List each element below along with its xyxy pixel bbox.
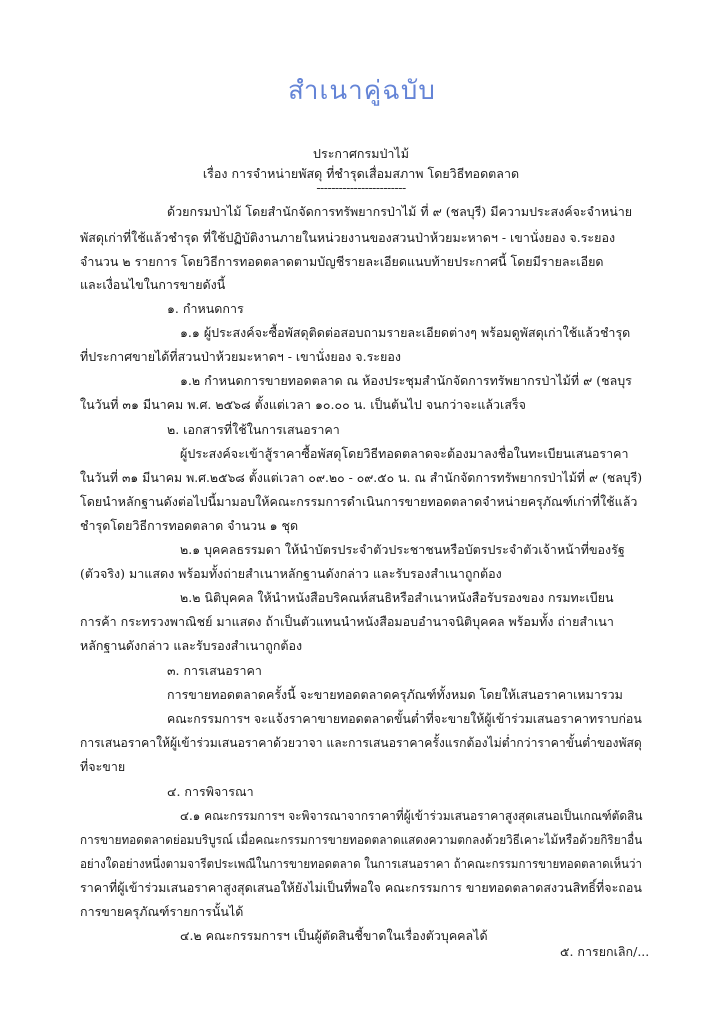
body-line: ที่จะขาย <box>80 759 126 774</box>
body-line: การค้า กระทรวงพาณิชย์ มาแสดง ถ้าเป็นตัวแทนนำหนังสือมอบอำนาจนิติบุคคล พร้อมทั้ง ถ่ายสำเนา <box>80 614 614 629</box>
body-line: ๔. การพิจารณา <box>167 784 254 799</box>
body-line: ๔.๒ คณะกรรมการฯ เป็นผู้ตัดสินชี้ขาดในเรื่องตัวบุคคลได้ <box>180 928 488 943</box>
body-line: หลักฐานดังกล่าว และรับรองสำเนาถูกต้อง <box>80 638 303 653</box>
body-line: โดยนำหลักฐานดังต่อไปนี้มามอบให้คณะกรรมการดำเนินการขายทอดตลาดจำหน่ายครุภัณฑ์เก่าที่ใช้แล้ว <box>80 494 638 509</box>
body-line: ราคาที่ผู้เข้าร่วมเสนอราคาสูงสุดเสนอให้ยังไม่เป็นที่พอใจ คณะกรรมการ ขายทอดตลาดสงวนสิทธิ์ที่จะถอน <box>80 880 642 895</box>
body-line: ๒.๒ นิติบุคคล ให้นำหนังสือบริคณห์สนธิหรือสำเนาหนังสือรับรองของ กรมทะเบียน <box>180 590 614 605</box>
body-line: การขายทอดตลาดครั้งนี้ จะขายทอดตลาดครุภัณฑ์ทั้งหมด โดยให้เสนอราคาเหมารวม <box>167 687 623 702</box>
body-line: ๑.๑ ผู้ประสงค์จะซื้อพัสดุติดต่อสอบถามรายละเอียดต่างๆ พร้อมดูพัสดุเก่าใช้แล้วชำรุด <box>180 325 631 340</box>
body-line: การเสนอราคาให้ผู้เข้าร่วมเสนอราคาด้วยวาจา และการเสนอราคาครั้งแรกต้องไม่ต่ำกว่าราคาขั้นต่ำของพัสดุ <box>80 735 642 750</box>
body-line: ๑.๒ กำหนดการขายทอดตลาด ณ ห้องประชุมสำนักจัดการทรัพยากรป่าไม้ที่ ๙ (ชลบุร <box>180 373 632 388</box>
body-line: ๑. กำหนดการ <box>167 301 244 316</box>
body-line: และเงื่อนไขในการขายดังนี้ <box>80 277 226 292</box>
body-line: (ตัวจริง) มาแสดง พร้อมทั้งถ่ายสำเนาหลักฐานดังกล่าว และรับรองสำเนาถูกต้อง <box>80 566 502 581</box>
body-line: ด้วยกรมป่าไม้ โดยสำนักจัดการทรัพยากรป่าไม้ ที่ ๙ (ชลบุรี) มีความประสงค์จะจำหน่าย <box>167 204 633 219</box>
header-divider: ------------------------ <box>316 180 406 195</box>
announcement-subject: เรื่อง การจำหน่ายพัสดุ ที่ชำรุดเสื่อมสภาพ โดยวิธีทอดตลาด <box>202 166 520 181</box>
copy-stamp: สำเนาคู่ฉบับ <box>288 76 436 106</box>
body-line: ผู้ประสงค์จะเข้าสู้ราคาซื้อพัสดุโดยวิธีทอดตลาดจะต้องมาลงชื่อในทะเบียนเสนอราคา <box>180 446 629 461</box>
body-line: ๔.๑ คณะกรรมการฯ จะพิจารณาจากราคาที่ผู้เข้าร่วมเสนอราคาสูงสุดเสนอเป็นเกณฑ์ตัดสิน <box>180 808 643 823</box>
continuation-note: ๕. การยกเลิก/... <box>560 944 650 959</box>
body-line: พัสดุเก่าที่ใช้แล้วชำรุด ที่ใช้ปฏิบัติงานภายในหน่วยงานของสวนป่าห้วยมะหาดฯ - เขานั่งยอง จ.ระยอง <box>80 230 616 245</box>
body-line: อย่างใดอย่างหนึ่งตามจารีตประเพณีในการขายทอดตลาด ในการเสนอราคา ถ้าคณะกรรมการขายทอดตลาดเห็นว่า <box>80 856 642 871</box>
body-line: ๓. การเสนอราคา <box>167 663 262 678</box>
body-line: ที่ประกาศขายได้ที่สวนป่าห้วยมะหาดฯ - เขานั่งยอง จ.ระยอง <box>80 349 401 364</box>
body-line: การขายครุภัณฑ์รายการนั้นได้ <box>80 904 244 919</box>
body-line: ชำรุดโดยวิธีการทอดตลาด จำนวน ๑ ชุด <box>80 518 299 533</box>
body-line: ๒.๑ บุคคลธรรมดา ให้นำบัตรประจำตัวประชาชนหรือบัตรประจำตัวเจ้าหน้าที่ของรัฐ <box>180 542 625 557</box>
body-line: การขายทอดตลาดย่อมบริบูรณ์ เมื่อคณะกรรมการขายทอดตลาดแสดงความตกลงด้วยวิธีเคาะไม้หรือด้วยกิริยาอื่น <box>80 832 643 847</box>
body-line: ในวันที่ ๓๑ มีนาคม พ.ศ. ๒๕๖๘ ตั้งแต่เวลา ๑๐.๐๐ น. เป็นต้นไป จนกว่าจะแล้วเสร็จ <box>80 397 527 412</box>
body-line: คณะกรรมการฯ จะแจ้งราคาขายทอดตลาดขั้นต่ำที่จะขายให้ผู้เข้าร่วมเสนอราคาทราบก่อน <box>167 711 642 726</box>
body-line: จำนวน ๒ รายการ โดยวิธีการทอดตลาดตามบัญชีรายละเอียดแนบท้ายประกาศนี้ โดยมีรายละเอียด <box>80 254 604 269</box>
body-line: ในวันที่ ๓๑ มีนาคม พ.ศ.๒๕๖๘ ตั้งแต่เวลา ๐๙.๒๐ - ๐๙.๕๐ น. ณ สำนักจัดการทรัพยากรป่าไม้ที่ ๙ (ชลบุรี) <box>80 470 643 485</box>
body-line: ๒. เอกสารที่ใช้ในการเสนอราคา <box>167 422 340 437</box>
announcement-title: ประกาศกรมป่าไม้ <box>313 146 409 161</box>
